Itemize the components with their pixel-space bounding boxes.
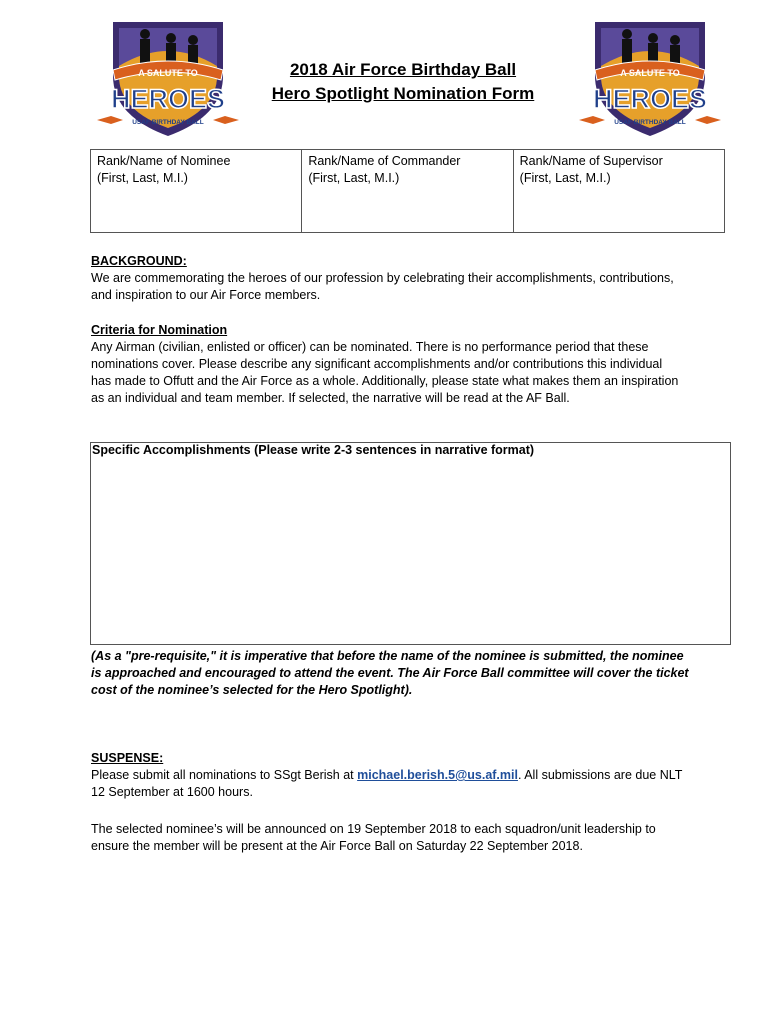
- form-subtitle: Hero Spotlight Nomination Form: [271, 84, 535, 103]
- svg-text:HEROES: HEROES: [592, 84, 708, 114]
- form-title: 2018 Air Force Birthday Ball: [289, 60, 517, 79]
- svg-text:USAF BIRTHDAY BALL: USAF BIRTHDAY BALL: [614, 119, 686, 126]
- supervisor-sublabel: (First, Last, M.I.): [519, 171, 611, 185]
- heroes-logo-right: [575, 16, 725, 138]
- suspense-text: [91, 767, 691, 801]
- commander-label: Rank/Name of Commander: [308, 154, 461, 168]
- svg-text:HEROES: HEROES: [110, 84, 226, 114]
- criteria-text: Any Airman (civilian, enlisted or officer) can be nominated. There is no performance period that these nominations cover. Please describe any significant accomplishments and/or contributions this individual has made to Offutt and the Air Force as a whole. Additionally, please state what makes them an inspiration as an individual and team member. If selected, the narrative will be read at the AF Ball.: [91, 340, 679, 405]
- name-table: [90, 149, 725, 233]
- suspense-heading: SUSPENSE:: [91, 751, 164, 765]
- email-link[interactable]: michael.berish.5@us.af.mil: [357, 768, 518, 782]
- suspense-text-before: Please submit all nominations to SSgt Berish at: [91, 768, 358, 782]
- svg-text:A SALUTE TO: A SALUTE TO: [620, 68, 680, 78]
- nominee-name-field[interactable]: [91, 150, 302, 232]
- salute-to-heroes-logo-image: [93, 16, 243, 138]
- accomplishments-field[interactable]: [90, 442, 731, 645]
- commander-name-field[interactable]: [302, 150, 513, 232]
- svg-text:USAF BIRTHDAY BALL: USAF BIRTHDAY BALL: [132, 119, 204, 126]
- prerequisite-note: (As a "pre-requisite," it is imperative that before the name of the nominee is submitted, the nominee is approached and encouraged to attend the event. The Air Force Ball committee will cover the ticket cost of the nominee’s selected for the Hero Spotlight).: [91, 649, 689, 697]
- nominee-label: Rank/Name of Nominee: [97, 154, 231, 168]
- nominee-sublabel: (First, Last, M.I.): [97, 171, 188, 185]
- svg-text:A SALUTE TO: A SALUTE TO: [138, 68, 198, 78]
- accomplishments-label: Specific Accomplishments (Please write 2-3 sentences in narrative format): [92, 443, 535, 457]
- criteria-heading: Criteria for Nomination: [91, 323, 228, 337]
- supervisor-name-field[interactable]: [514, 150, 724, 232]
- heroes-logo-left: [93, 16, 243, 138]
- salute-to-heroes-logo-image: [575, 16, 725, 138]
- commander-sublabel: (First, Last, M.I.): [308, 171, 400, 185]
- supervisor-label: Rank/Name of Supervisor: [519, 154, 663, 168]
- background-heading: BACKGROUND:: [91, 254, 187, 268]
- announcement-text: The selected nominee’s will be announced on 19 September 2018 to each squadron/unit leadership to ensure the member will be present at the Air Force Ball on Saturday 22 September 2018.: [91, 822, 656, 853]
- background-text: We are commemorating the heroes of our profession by celebrating their accomplishments, contributions, and inspiration to our Air Force members.: [91, 271, 674, 302]
- suspense-text-after: . All submissions are due NLT 12 September at 1600 hours.: [91, 768, 683, 799]
